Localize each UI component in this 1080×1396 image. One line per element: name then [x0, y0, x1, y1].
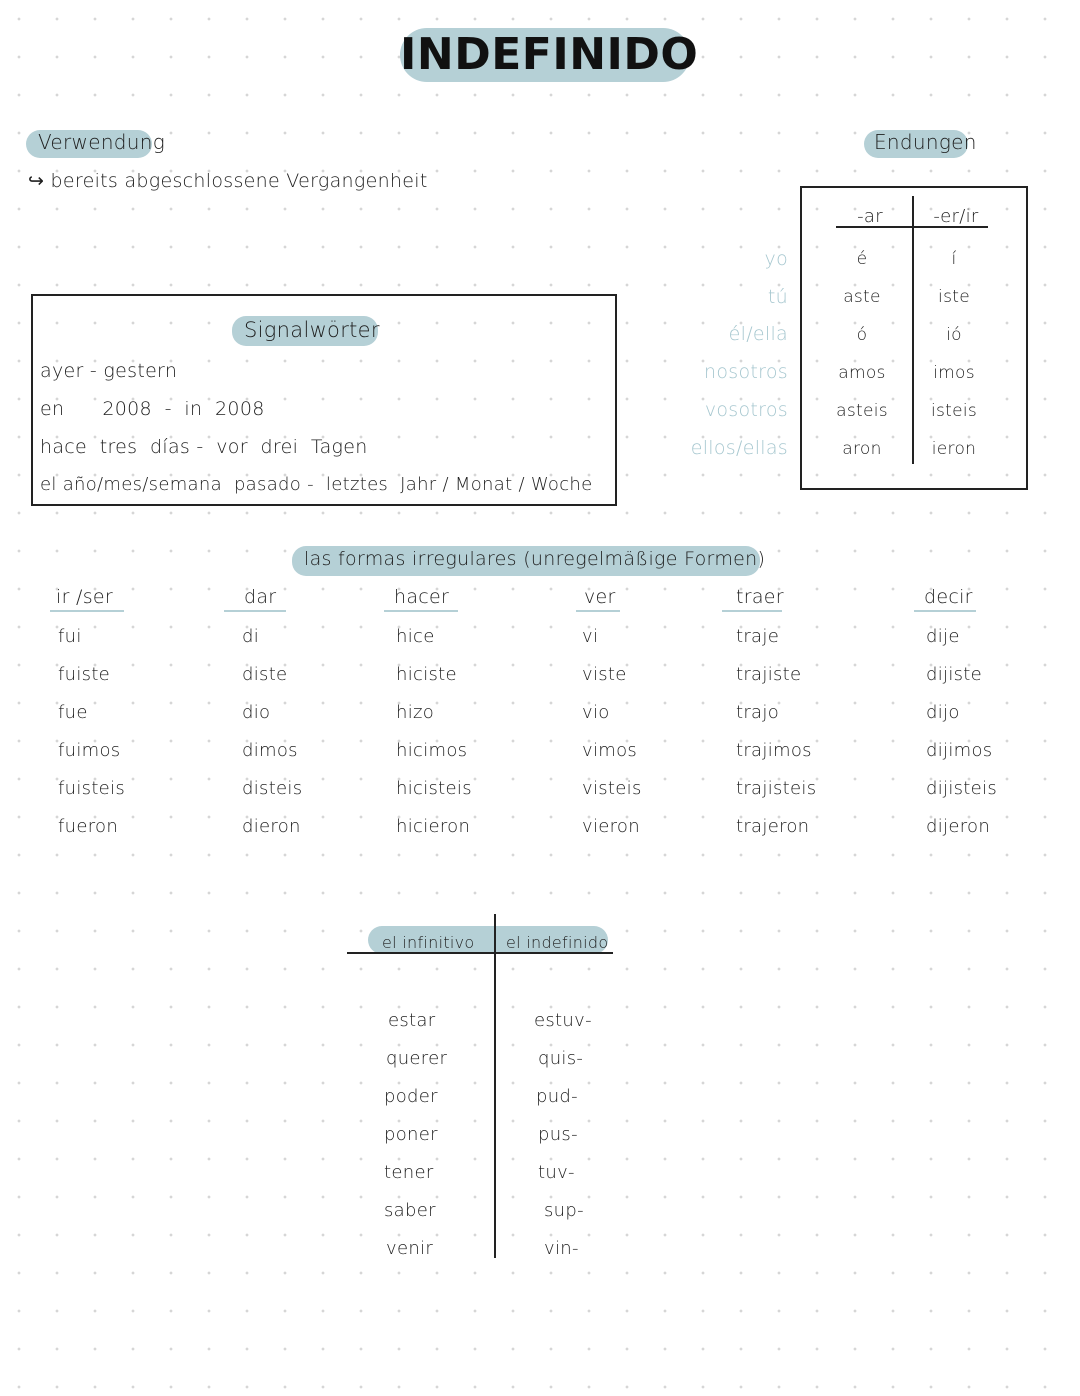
verb-form: viste — [582, 664, 627, 685]
indefinido-stem: pus- — [538, 1124, 578, 1145]
ending-erir: ió — [946, 325, 962, 345]
indefinido-stem: sup- — [544, 1200, 584, 1221]
pronoun: vosotros — [704, 399, 788, 421]
verb-form: fuisteis — [58, 778, 126, 799]
verb-form: trajimos — [736, 740, 812, 761]
verb-form: vi — [582, 626, 599, 647]
signalwoerter-heading: Signalwörter — [244, 318, 380, 342]
verb-form: trajeron — [736, 816, 810, 837]
endungen-header-erir: -er/ir — [933, 206, 979, 227]
verb-form: fue — [58, 702, 88, 723]
verb-form: dijimos — [926, 740, 993, 761]
verb-form: traje — [736, 626, 780, 647]
verb-form: trajo — [736, 702, 780, 723]
signal-line: hace tres días - vor drei Tagen — [40, 436, 368, 458]
ending-ar: é — [856, 249, 868, 269]
indefinido-stem: tuv- — [538, 1162, 575, 1183]
infinitive: querer — [386, 1048, 448, 1069]
pronoun: yo — [764, 248, 788, 270]
verb-form: hicieron — [396, 816, 471, 837]
infinitivo-column-rule — [494, 914, 496, 1258]
verb-form: vio — [582, 702, 610, 723]
pronoun: tú — [767, 286, 788, 308]
endungen-heading: Endungen — [874, 130, 977, 154]
verb-form: hiciste — [396, 664, 457, 685]
ending-ar: aron — [842, 439, 882, 459]
verb-heading: ver — [584, 586, 616, 608]
ending-ar: ó — [856, 325, 868, 345]
pronoun: ellos/ellas — [690, 437, 788, 459]
verb-form: vieron — [582, 816, 640, 837]
verb-form: trajisteis — [736, 778, 817, 799]
verb-heading-underline — [722, 610, 782, 612]
indefinido-header: el indefinido — [506, 933, 609, 952]
verb-form: hizo — [396, 702, 435, 723]
verb-heading: decir — [924, 586, 973, 608]
verb-form: dijiste — [926, 664, 983, 685]
verb-form: hicisteis — [396, 778, 472, 799]
verb-heading: traer — [736, 586, 784, 608]
verb-form: fuimos — [58, 740, 121, 761]
pronoun: nosotros — [704, 361, 788, 383]
verb-form: dijisteis — [926, 778, 998, 799]
page-title: INDEFINIDO — [400, 29, 699, 80]
verb-form: fuiste — [58, 664, 111, 685]
verb-heading-underline — [576, 610, 620, 612]
signal-line: el año/mes/semana pasado - letztes Jahr / Monat / Woche — [40, 474, 593, 495]
ending-ar: amos — [838, 363, 886, 383]
pronoun: él/ella — [728, 323, 788, 345]
ending-erir: iste — [938, 287, 970, 307]
signal-line: en 2008 - in 2008 — [40, 398, 265, 420]
verb-form: di — [242, 626, 260, 647]
verb-form: dieron — [242, 816, 301, 837]
indefinido-stem: vin- — [544, 1238, 579, 1259]
infinitive: saber — [384, 1200, 436, 1221]
verb-form: disteis — [242, 778, 303, 799]
indefinido-stem: quis- — [538, 1048, 584, 1069]
ending-erir: ieron — [931, 439, 977, 459]
infinitive: poner — [384, 1124, 438, 1145]
verb-heading-underline — [914, 610, 976, 612]
irregulares-heading: las formas irregulares (unregelmäßige Formen) — [304, 548, 766, 570]
verb-heading: ir /ser — [56, 586, 114, 608]
infinitivo-header: el infinitivo — [382, 933, 475, 952]
infinitive: venir — [386, 1238, 434, 1259]
verwendung-heading: Verwendung — [38, 130, 166, 154]
verb-form: diste — [242, 664, 288, 685]
verb-form: fui — [58, 626, 82, 647]
verb-form: hicimos — [396, 740, 468, 761]
endungen-header-ar: -ar — [857, 206, 883, 227]
indefinido-stem: pud- — [536, 1086, 578, 1107]
verb-heading-underline — [224, 610, 286, 612]
infinitive: tener — [384, 1162, 434, 1183]
verwendung-text: ↪ bereits abgeschlossene Vergangenheit — [28, 170, 428, 192]
verb-form: dije — [926, 626, 960, 647]
ending-erir: í — [951, 249, 957, 269]
verb-heading-underline — [384, 610, 458, 612]
infinitive: estar — [388, 1010, 436, 1031]
ending-ar: aste — [843, 287, 881, 307]
infinitivo-header-rule — [347, 952, 613, 954]
verb-form: fueron — [58, 816, 119, 837]
verb-form: hice — [396, 626, 435, 647]
ending-ar: asteis — [836, 401, 888, 421]
verb-form: visteis — [582, 778, 642, 799]
ending-erir: imos — [933, 363, 975, 383]
verb-heading: dar — [244, 586, 277, 608]
verb-form: dimos — [242, 740, 298, 761]
verb-heading-underline — [50, 610, 124, 612]
indefinido-stem: estuv- — [534, 1010, 592, 1031]
verb-form: trajiste — [736, 664, 802, 685]
signal-line: ayer - gestern — [40, 360, 178, 382]
verb-form: dijo — [926, 702, 960, 723]
verb-heading: hacer — [394, 586, 450, 608]
verb-form: dio — [242, 702, 271, 723]
verb-form: dijeron — [926, 816, 991, 837]
endungen-column-rule — [912, 196, 914, 464]
infinitive: poder — [384, 1086, 438, 1107]
verb-form: vimos — [582, 740, 638, 761]
ending-erir: isteis — [930, 401, 978, 421]
